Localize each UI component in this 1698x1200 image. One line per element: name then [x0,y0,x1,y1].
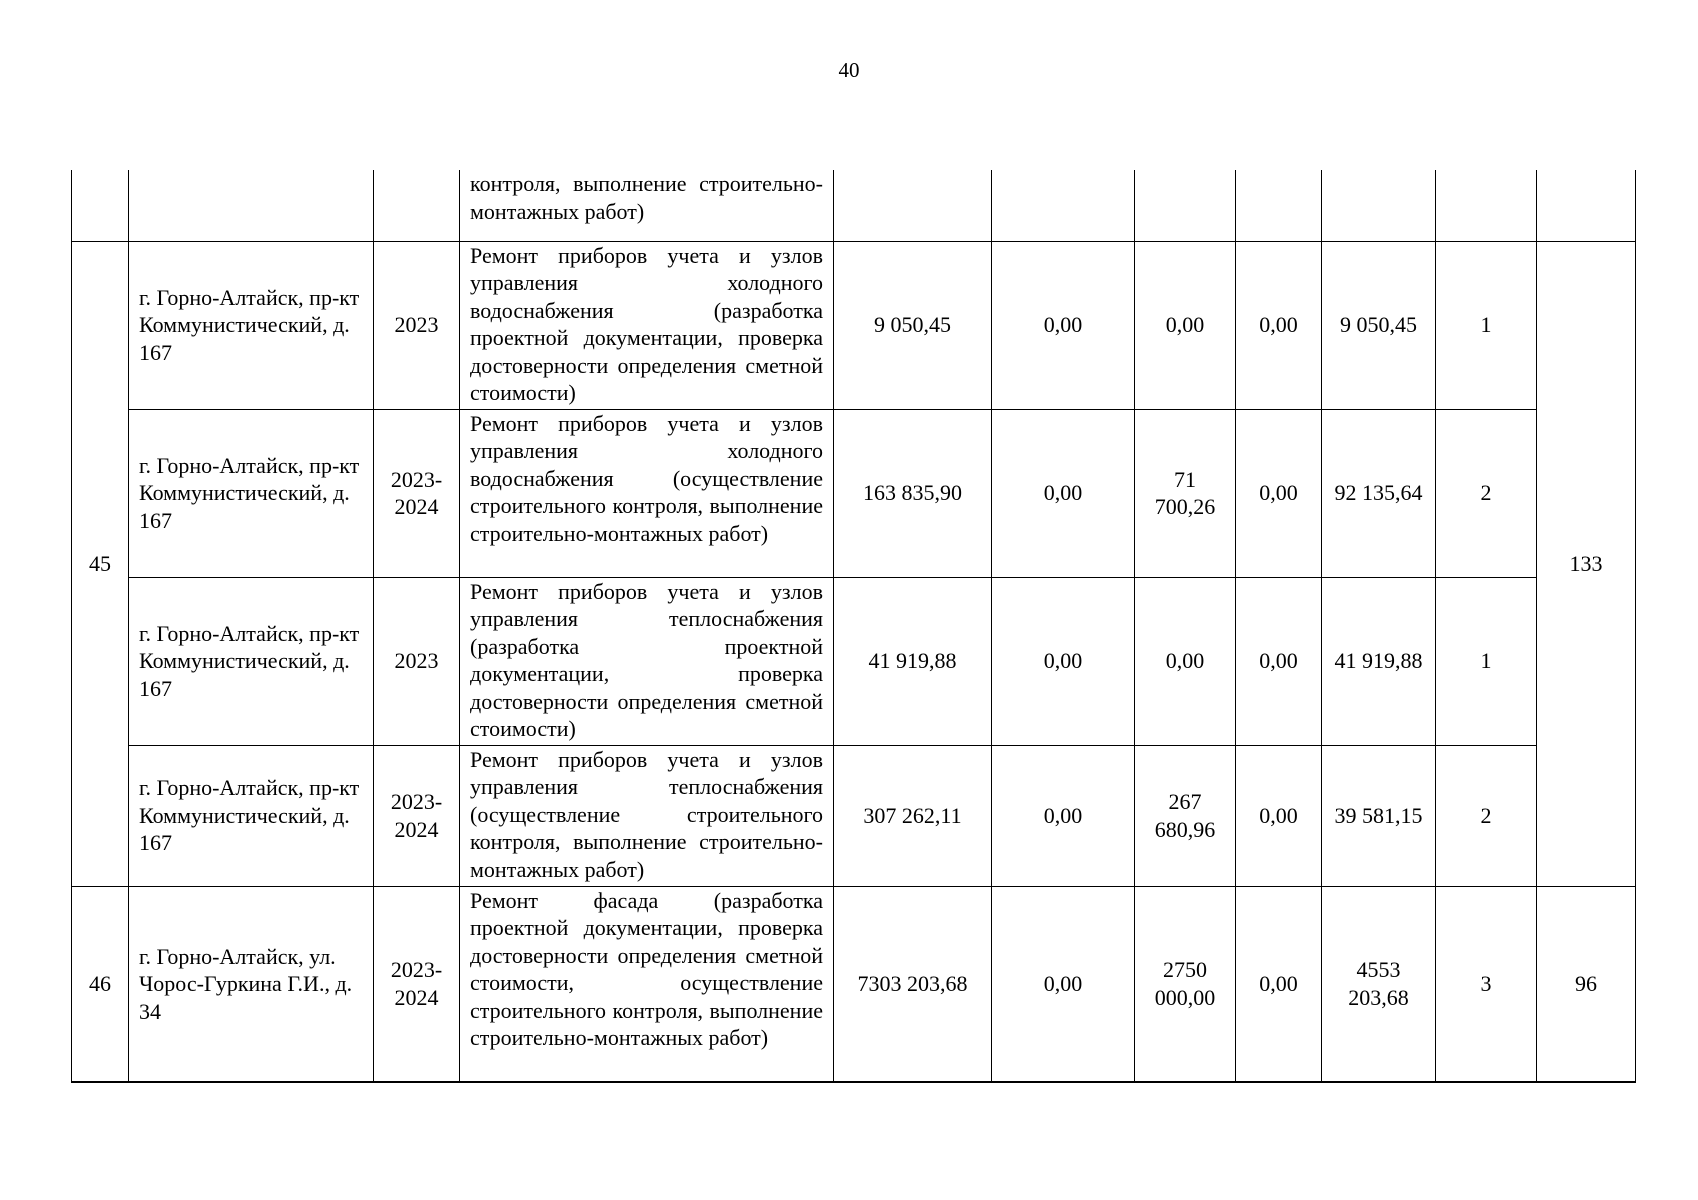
cell-total: 7303 203,68 [834,886,992,1082]
cell-col-c: 0,00 [1236,409,1322,577]
cell-col-d: 9 050,45 [1322,241,1436,409]
cell-col-d: 4553 203,68 [1322,886,1436,1082]
cell-empty [72,170,129,241]
cell-empty [1322,170,1436,241]
table-row [72,409,1636,577]
cell-years: 2023-2024 [374,745,460,886]
repair-plan-table [71,170,1636,1083]
cell-empty [129,170,374,241]
cell-description: Ремонт фасада (разработка проектной документации, проверка достоверности определения сметной стоимости, осуществление строительного контроля, выполнение строительно-монтажных работ) [460,886,834,1082]
cell-total: 307 262,11 [834,745,992,886]
cell-count: 1 [1436,577,1537,745]
table-row [72,886,1636,1082]
cell-years: 2023-2024 [374,886,460,1082]
cell-object-number: 46 [72,886,129,1082]
cell-col-d: 92 135,64 [1322,409,1436,577]
table-row [72,577,1636,745]
cell-count: 3 [1436,886,1537,1082]
cell-years: 2023 [374,577,460,745]
cell-col-d: 39 581,15 [1322,745,1436,886]
table-row [72,745,1636,886]
cell-col-b: 0,00 [1135,241,1236,409]
cell-count: 2 [1436,745,1537,886]
cell-col-c: 0,00 [1236,886,1322,1082]
cell-total: 163 835,90 [834,409,992,577]
cell-col-a: 0,00 [992,409,1135,577]
cell-description: Ремонт приборов учета и узлов управления теплоснабжения (осуществление строительного контроля, выполнение строительно-монтажных работ) [460,745,834,886]
cell-empty [992,170,1135,241]
page-number: 40 [838,58,860,82]
cell-col-a: 0,00 [992,241,1135,409]
cell-total-count: 133 [1537,241,1636,886]
cell-col-b: 0,00 [1135,577,1236,745]
table-row [72,241,1636,409]
cell-empty [1537,170,1636,241]
cell-address: г. Горно-Алтайск, пр-кт Коммунистический, д. 167 [129,241,374,409]
cell-total: 41 919,88 [834,577,992,745]
cell-years: 2023-2024 [374,409,460,577]
cell-empty [1135,170,1236,241]
cell-empty [1436,170,1537,241]
cell-address: г. Горно-Алтайск, ул. Чорос-Гуркина Г.И., д. 34 [129,886,374,1082]
cell-col-b: 71 700,26 [1135,409,1236,577]
cell-object-number: 45 [72,241,129,886]
cell-col-c: 0,00 [1236,577,1322,745]
cell-empty [374,170,460,241]
cell-col-a: 0,00 [992,886,1135,1082]
table-row-continuation [72,170,1636,241]
cell-col-b: 2750 000,00 [1135,886,1236,1082]
cell-address: г. Горно-Алтайск, пр-кт Коммунистический, д. 167 [129,745,374,886]
cell-address: г. Горно-Алтайск, пр-кт Коммунистический, д. 167 [129,577,374,745]
cell-description: Ремонт приборов учета и узлов управления холодного водоснабжения (разработка проектной документации, проверка достоверности определения сметной стоимости) [460,241,834,409]
cell-empty [1236,170,1322,241]
cell-description-continuation: контроля, выполнение строительно-монтажных работ) [460,170,834,241]
cell-col-b: 267 680,96 [1135,745,1236,886]
cell-col-c: 0,00 [1236,241,1322,409]
cell-description: Ремонт приборов учета и узлов управления холодного водоснабжения (осуществление строительного контроля, выполнение строительно-монтажных работ) [460,409,834,577]
cell-total: 9 050,45 [834,241,992,409]
cell-col-d: 41 919,88 [1322,577,1436,745]
cell-total-count: 96 [1537,886,1636,1082]
cell-count: 2 [1436,409,1537,577]
cell-col-a: 0,00 [992,577,1135,745]
cell-empty [834,170,992,241]
cell-col-a: 0,00 [992,745,1135,886]
cell-description: Ремонт приборов учета и узлов управления теплоснабжения (разработка проектной документации, проверка достоверности определения сметной стоимости) [460,577,834,745]
cell-years: 2023 [374,241,460,409]
cell-address: г. Горно-Алтайск, пр-кт Коммунистический, д. 167 [129,409,374,577]
cell-count: 1 [1436,241,1537,409]
cell-col-c: 0,00 [1236,745,1322,886]
